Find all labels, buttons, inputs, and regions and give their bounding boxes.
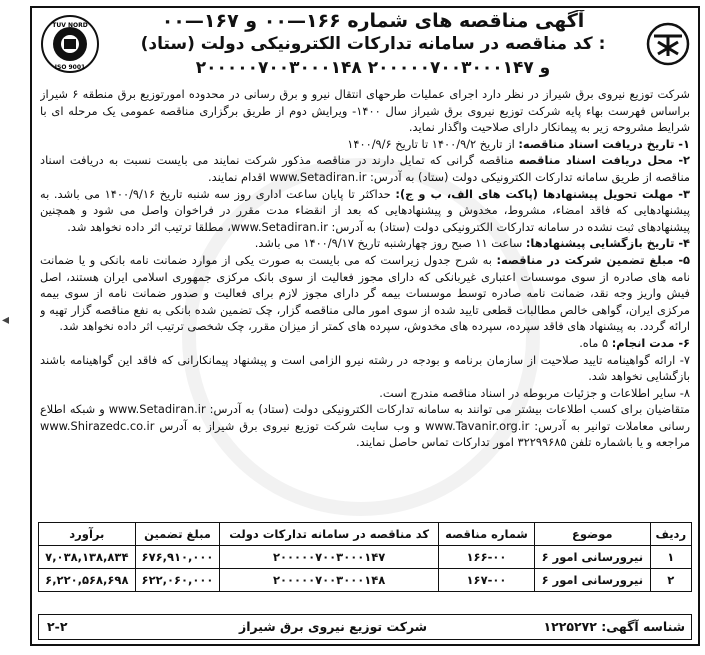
cell-row-number: ۱ [650,546,691,569]
ad-title: آگهی مناقصه های شماره ۱۶۶—۰۰ و ۱۶۷—۰۰ [161,10,585,32]
condition-label-6: ۶- مدت انجام: [611,335,690,350]
condition-label-4: ۴- تاریخ بازگشایی پیشنهادها: [525,236,690,251]
table-row [39,546,692,569]
ad-header [32,8,698,82]
cell-tender-number: ۱۶۷-۰۰ [438,569,534,592]
cell-setad-code: ۲۰۰۰۰۰۷۰۰۳۰۰۰۱۴۸ [220,569,439,592]
col-guarantee-amount: مبلغ تضمین [135,523,220,546]
col-subject: موضوع [534,523,650,546]
condition-text-7: ۷- ارائه گواهینامه تایید صلاحیت از سازمان برنامه و بودجه در رشته نیرو الزامی است و پیشنهاد پیمانکارانی که فاقد این گواهینامه باشند بازگشایی نخواهد شد. [40,352,690,384]
cell-row-number: ۲ [650,569,691,592]
col-row-number: ردیف [650,523,691,546]
condition-text-8: ۸- سایر اطلاعات و جزئیات مربوطه در اسناد مناقصه مندرج است. [379,385,690,400]
tender-table [38,522,692,592]
tuv-nord-seal-icon [40,14,100,74]
condition-item-5 [40,252,690,335]
ad-id: شناسه آگهی: ۱۲۲۵۲۷۲ [543,619,685,634]
cell-setad-code: ۲۰۰۰۰۰۷۰۰۳۰۰۰۱۴۷ [220,546,439,569]
condition-text-3: حداکثر تا پایان ساعت اداری روز سه شنبه تاریخ ۱۴۰۰/۹/۱۶ می باشد. به پیشنهادهایی که فاقد امضاء، مشروط، مخدوش و پیشنهادهایی که بعد از انقضاء مدت مقرر در فراخوان واصل می شود و همچنین پیشنهادهای ثبت نشده در سامانه تدارکات الکترونیکی دولت (ستاد) به آدرس: www.Setadiran.ir، مطلقا ترتیب اثر داده نخواهد شد. [40,186,690,234]
tender-ad-frame [30,6,700,646]
condition-item-8 [40,385,690,402]
logo-text-top: TUV NORD [52,22,88,29]
condition-item-4 [40,235,690,252]
cell-tender-number: ۱۶۶-۰۰ [438,546,534,569]
condition-text-5: به شرح جدول زیراست که می بایست به صورت یکی از موارد ضمانت نامه بانکی و یا ضمانت نامه های صادره از سوی موسسات اعتباری غیربانکی که دارای مجوز فعالیت از سوی بانک مرکزی جمهوری اسلامی ایران هستند، اصل فیش واریز وجه نقد، ضمانت نامه صادره توسط موسسات بیمه گر دارای مجوز لازم برای فعالیت و صدور ضمانت نامه از سوی بیمه مرکزی ایران، گواهی خالص مطالبات قطعی تایید شده از سوی امور مالی مناقصه گزار، چک تضمین شده بانکی به نفع مناقصه گزار تهیه و ارائه گردد. به پیشنهاد های فاقد سپرده، سپرده های مخدوش، سپرده های کمتر از میزان مقرر، چک شخصی ترتیب اثر داده نخواهد شد. [40,252,690,334]
side-caret-icon: ◂ [2,312,10,328]
condition-item-7 [40,352,690,385]
col-setad-code: کد مناقصه در سامانه تدارکات دولت [220,523,439,546]
condition-item-3 [40,186,690,236]
condition-label-5: ۵- مبلغ تضمین شرکت در مناقصه: [496,252,690,267]
page-number: ۲-۲ [47,619,68,634]
condition-text-6: ۵ ماه. [579,335,609,350]
cell-subject: نیرورسانی امور ۶ [534,546,650,569]
cell-subject: نیرورسانی امور ۶ [534,569,650,592]
intro-paragraph: شرکت توزیع نیروی برق شیراز در نظر دارد اجرای عملیات طرحهای انتقال نیرو و برق رسانی در محدوده امورتوزیع برق منطقه ۶ شیراز براساس فهرست بهاء پایه شرکت توزیع نیروی برق شیراز سال ۱۴۰۰- ویرایش دوم از طریق برگزاری مناقصه عمومی یک مرحله ای با شرایط مشروحه زیر به پیمانکار دارای صلاحیت واگذار نماید. [40,87,690,135]
condition-item-2 [40,152,690,185]
ad-codes: ۲۰۰۰۰۰۷۰۰۳۰۰۰۱۴۸ و ۲۰۰۰۰۰۷۰۰۳۰۰۰۱۴۷ [195,58,551,78]
cell-estimate: ۷,۰۳۸,۱۳۸,۸۳۴ [39,546,136,569]
condition-text-4: ساعت ۱۱ صبح روز چهارشنبه تاریخ ۱۴۰۰/۹/۱۷ می باشد. [254,236,523,251]
condition-label-1: ۱- تاریخ دریافت اسناد مناقصه: [518,136,690,151]
condition-label-3: ۳- مهلت تحویل پیشنهادها (پاکت های الف، ب و ج): [395,186,690,201]
tavanir-logo-icon [646,22,690,66]
cell-guarantee-amount: ۶۷۶,۹۱۰,۰۰۰ [135,546,220,569]
condition-text-1: از تاریخ ۱۴۰۰/۹/۲ تا تاریخ ۱۴۰۰/۹/۶ [347,136,515,151]
condition-label-2: ۲- محل دریافت اسناد مناقصه [518,153,690,168]
ad-subtitle: کد مناقصه در سامانه تدارکات الکترونیکی دولت (ستاد) : [140,34,606,54]
condition-text-2: مناقصه گرانی که تمایل دارند در مناقصه مذکور شرکت نمایند می بایست نسبت به دریافت اسناد مناقصه از طریق سامانه تدارکات الکترونیکی دولت (ستاد) به آدرس: www.Setadiran.ir اقدام نمایند. [40,153,690,184]
condition-item-6 [40,335,690,352]
closing-paragraph: متقاضیان برای کسب اطلاعات بیشتر می توانند به سامانه تدارکات الکترونیکی دولت (ستاد) به آدرس: www.Setadiran.ir و شبکه اطلاع رسانی معاملات توانیر به آدرس: www.Tavanir.org.ir و وب سایت شرکت توزیع نیروی برق شیراز به آدرس www.Shirazedc.co.ir مراجعه و یا باشماره تلفن ۳۲۲۹۹۶۸۵ امور تدارکات تماس حاصل نمایند. [40,402,690,450]
logo-text-bottom: ISO 9001 [54,64,86,71]
ad-body [40,86,690,516]
cell-guarantee-amount: ۶۲۲,۰۶۰,۰۰۰ [135,569,220,592]
table-row [39,569,692,592]
condition-item-1 [40,136,690,153]
company-name: شرکت توزیع نیروی برق شیراز [239,619,428,634]
col-tender-number: شماره مناقصه [438,523,534,546]
col-estimate: برآورد [39,523,136,546]
table-header-row [39,523,692,546]
cell-estimate: ۶,۲۲۰,۵۶۸,۶۹۸ [39,569,136,592]
ad-footer [38,614,692,640]
